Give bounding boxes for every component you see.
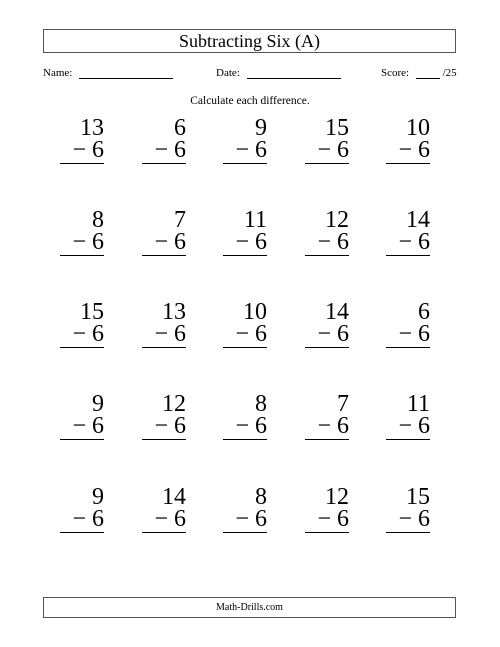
subtraction-problem (223, 117, 267, 164)
minuend: 7 (337, 391, 349, 417)
subtrahend: − 6 (305, 231, 349, 256)
subtrahend: − 6 (223, 231, 267, 256)
subtraction-problem (60, 486, 104, 533)
subtraction-problem (305, 393, 349, 440)
score-line[interactable] (416, 66, 440, 79)
subtrahend: − 6 (60, 231, 104, 256)
subtraction-problem (223, 486, 267, 533)
subtrahend: − 6 (60, 508, 104, 533)
subtrahend: − 6 (386, 415, 430, 440)
subtraction-problem (305, 486, 349, 533)
footer-credit: Math-Drills.com (43, 597, 456, 618)
subtraction-problem (60, 393, 104, 440)
subtraction-problem (142, 301, 186, 348)
subtrahend: − 6 (386, 508, 430, 533)
subtraction-problem (142, 486, 186, 533)
minuend: 7 (174, 207, 186, 233)
minuend: 6 (418, 299, 430, 325)
subtrahend: − 6 (142, 231, 186, 256)
minuend: 13 (80, 115, 104, 141)
subtraction-problem (60, 209, 104, 256)
subtrahend: − 6 (305, 323, 349, 348)
minuend: 8 (255, 391, 267, 417)
name-label: Name: (43, 67, 73, 79)
subtrahend: − 6 (60, 415, 104, 440)
name-field (43, 66, 173, 79)
minuend: 9 (92, 391, 104, 417)
subtrahend: − 6 (142, 508, 186, 533)
minuend: 10 (406, 115, 430, 141)
subtrahend: − 6 (305, 508, 349, 533)
subtrahend: − 6 (142, 139, 186, 164)
minuend: 15 (406, 484, 430, 510)
score-total: /25 (442, 67, 457, 79)
minuend: 9 (92, 484, 104, 510)
subtrahend: − 6 (223, 139, 267, 164)
subtrahend: − 6 (142, 415, 186, 440)
subtraction-problem (305, 301, 349, 348)
subtraction-problem (142, 393, 186, 440)
subtrahend: − 6 (223, 508, 267, 533)
minuend: 8 (92, 207, 104, 233)
subtraction-problem (223, 301, 267, 348)
minuend: 14 (325, 299, 349, 325)
subtraction-problem (305, 117, 349, 164)
subtraction-problem (386, 393, 430, 440)
subtrahend: − 6 (60, 323, 104, 348)
subtraction-problem (223, 209, 267, 256)
subtraction-problem (386, 486, 430, 533)
subtraction-problem (305, 209, 349, 256)
subtraction-problem (60, 301, 104, 348)
minuend: 8 (255, 484, 267, 510)
minuend: 12 (162, 391, 186, 417)
minuend: 9 (255, 115, 267, 141)
name-line[interactable] (79, 66, 173, 79)
subtraction-problem (386, 301, 430, 348)
minuend: 6 (174, 115, 186, 141)
subtraction-problem (386, 209, 430, 256)
subtrahend: − 6 (305, 139, 349, 164)
minuend: 15 (325, 115, 349, 141)
subtrahend: − 6 (223, 415, 267, 440)
date-field (216, 66, 341, 79)
score-label: Score: (381, 67, 410, 79)
minuend: 15 (80, 299, 104, 325)
subtraction-problem (60, 117, 104, 164)
subtrahend: − 6 (60, 139, 104, 164)
minuend: 12 (325, 207, 349, 233)
minuend: 13 (162, 299, 186, 325)
subtrahend: − 6 (142, 323, 186, 348)
date-line[interactable] (247, 66, 341, 79)
date-label: Date: (216, 67, 240, 79)
subtrahend: − 6 (386, 323, 430, 348)
minuend: 14 (162, 484, 186, 510)
subtraction-problem (142, 209, 186, 256)
minuend: 11 (243, 207, 267, 233)
minuend: 11 (406, 391, 430, 417)
minuend: 12 (325, 484, 349, 510)
subtrahend: − 6 (386, 139, 430, 164)
subtrahend: − 6 (386, 231, 430, 256)
subtraction-problem (142, 117, 186, 164)
subtraction-problem (223, 393, 267, 440)
instructions: Calculate each difference. (190, 95, 310, 107)
subtraction-problem (386, 117, 430, 164)
subtrahend: − 6 (223, 323, 267, 348)
subtrahend: − 6 (305, 415, 349, 440)
minuend: 14 (406, 207, 430, 233)
worksheet-title: Subtracting Six (A) (43, 29, 456, 53)
info-row (43, 66, 459, 84)
minuend: 10 (243, 299, 267, 325)
score-field (381, 66, 457, 79)
